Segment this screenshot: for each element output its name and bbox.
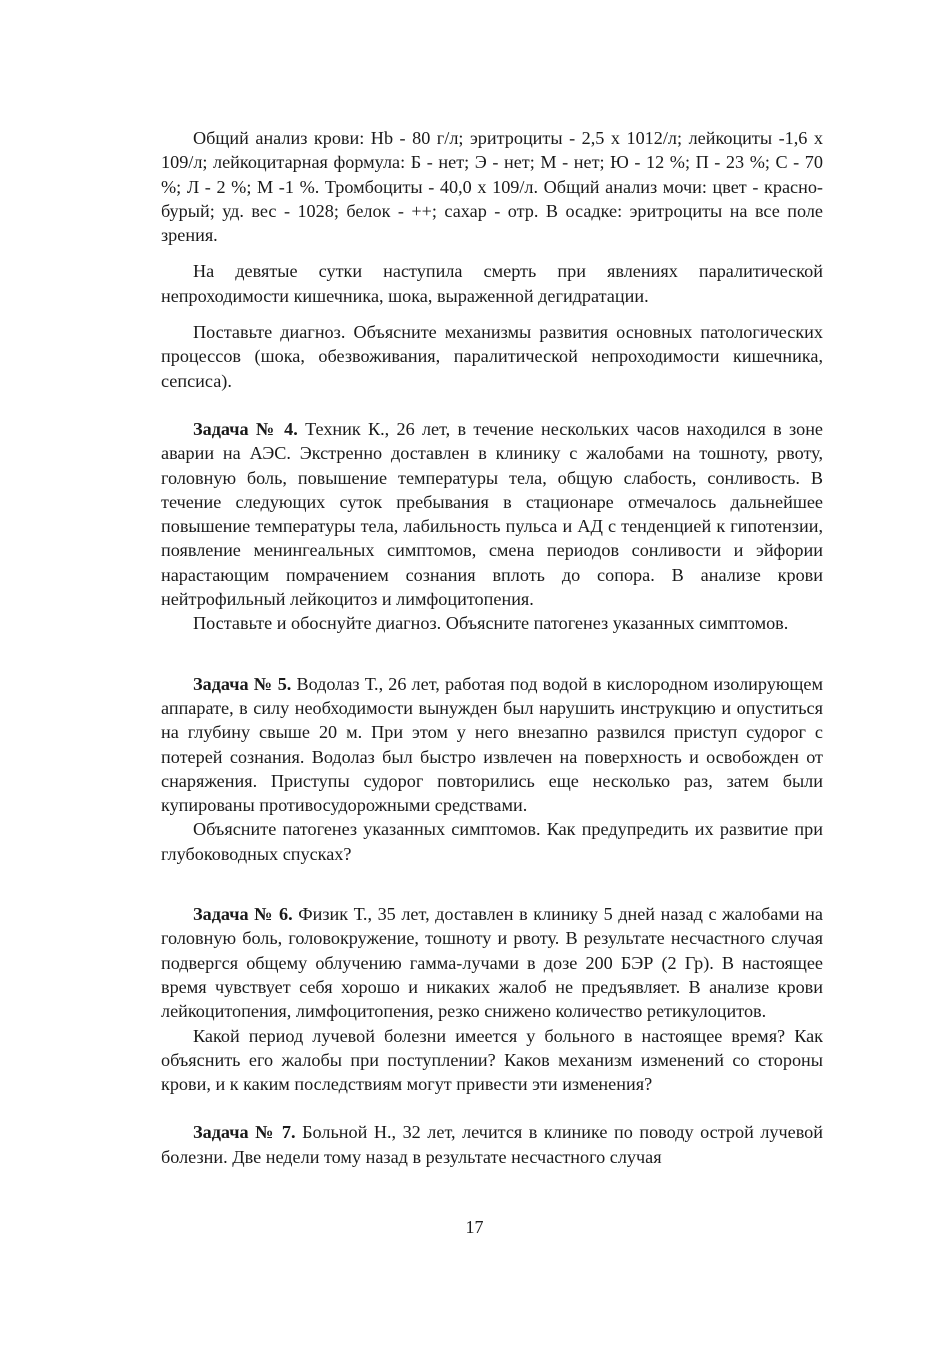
task6-question: Какой период лучевой болезни имеется у больного в настоящее время? Как объяснить его жалобы при поступлении? Каков механизм изменений со стороны крови, и к каким последствиям могут привести эти изменения? — [161, 1025, 823, 1095]
task4-body: Техник К., 26 лет, в течение нескольких часов находился в зоне аварии на АЭС. Экстренно доставлен в клинику с жалобами на тошноту, рвоту, головную боль, повышение температуры тела, общую слабость, сонливость. В течение следующих суток пребывания в стационаре отмечалось дальнейшее повышение температуры тела, лабильность пульса и АД с тенденцией к гипотензии, появление менингеальных симптомов, смена периодов сонливости и эйфории нарастающим помрачением сознания вплоть до сопора. В анализе крови нейтрофильный лейкоцитоз и лимфоцитопения. — [161, 418, 823, 610]
task4-title: Задача № 4. — [193, 418, 298, 439]
task5-title: Задача № 5. — [193, 673, 292, 694]
task4-question: Поставьте и обоснуйте диагноз. Объясните патогенез указанных симптомов. — [193, 613, 789, 634]
task5-statement — [161, 672, 823, 818]
task7-statement — [161, 1120, 823, 1169]
task7-title: Задача № 7. — [193, 1122, 296, 1143]
task4-statement — [161, 417, 823, 611]
page-number: 17 — [465, 1217, 484, 1237]
task6-title: Задача № 6. — [193, 904, 293, 925]
document-page — [161, 126, 823, 1169]
task6-body: Физик Т., 35 лет, доставлен в клинику 5 дней назад с жалобами на головную боль, головокружение, тошноту и рвоту. В результате несчастного случая подвергся общему облучению гамма-лучами в дозе 200 БЭР (2 Гр). В настоящее время чувствует себя хорошо и никаких жалоб не предъявляет. В анализе крови лейкоцитопения, лимфоцитопения, резко снижено количество ретикулоцитов. — [161, 904, 823, 1022]
task5-question: Объясните патогенез указанных симптомов. Как предупредить их развитие при глубоководных спусках? — [161, 819, 823, 864]
task3-question: Поставьте диагноз. Объясните механизмы развития основных патологических процессов (шока, обезвоживания, паралитической непроходимости кишечника, сепсиса). — [161, 322, 823, 391]
task7-body: Больной Н., 32 лет, лечится в клинике по поводу острой лучевой болезни. Две недели тому назад в результате несчастного случая — [161, 1122, 824, 1167]
task6-statement — [161, 902, 823, 1023]
outcome-paragraph: На девятые сутки наступила смерть при явлениях паралитической непроходимости кишечника, шока, выраженной дегидратации. — [161, 261, 823, 306]
blood-analysis-paragraph: Общий анализ крови: Hb - 80 г/л; эритроциты - 2,5 х 1012/л; лейкоциты -1,6 х 109/л; лейкоцитарная формула: Б - нет; Э - нет; М - нет; Ю - 12 %; П - 23 %; С - 70 %; Л - 2 %; М -1 %. Тромбоциты - 40,0 х 109/л. Общий анализ мочи: цвет - красно-бурый; уд. вес - 1028; белок - ++; сахар - отр. В осадке: эритроциты на все поле зрения. — [161, 128, 823, 246]
task5-body: Водолаз Т., 26 лет, работая под водой в кислородном изолирующем аппарате, в силу необходимости вынужден был нарушить инструкцию и опуститься на глубину свыше 20 м. При этом у него внезапно развился приступ судорог с потерей сознания. Водолаз был быстро извлечен на поверхность и освобожден от снаряжения. Приступы судорог повторились еще несколько раз, затем были купированы противосудорожными средствами. — [161, 673, 824, 816]
